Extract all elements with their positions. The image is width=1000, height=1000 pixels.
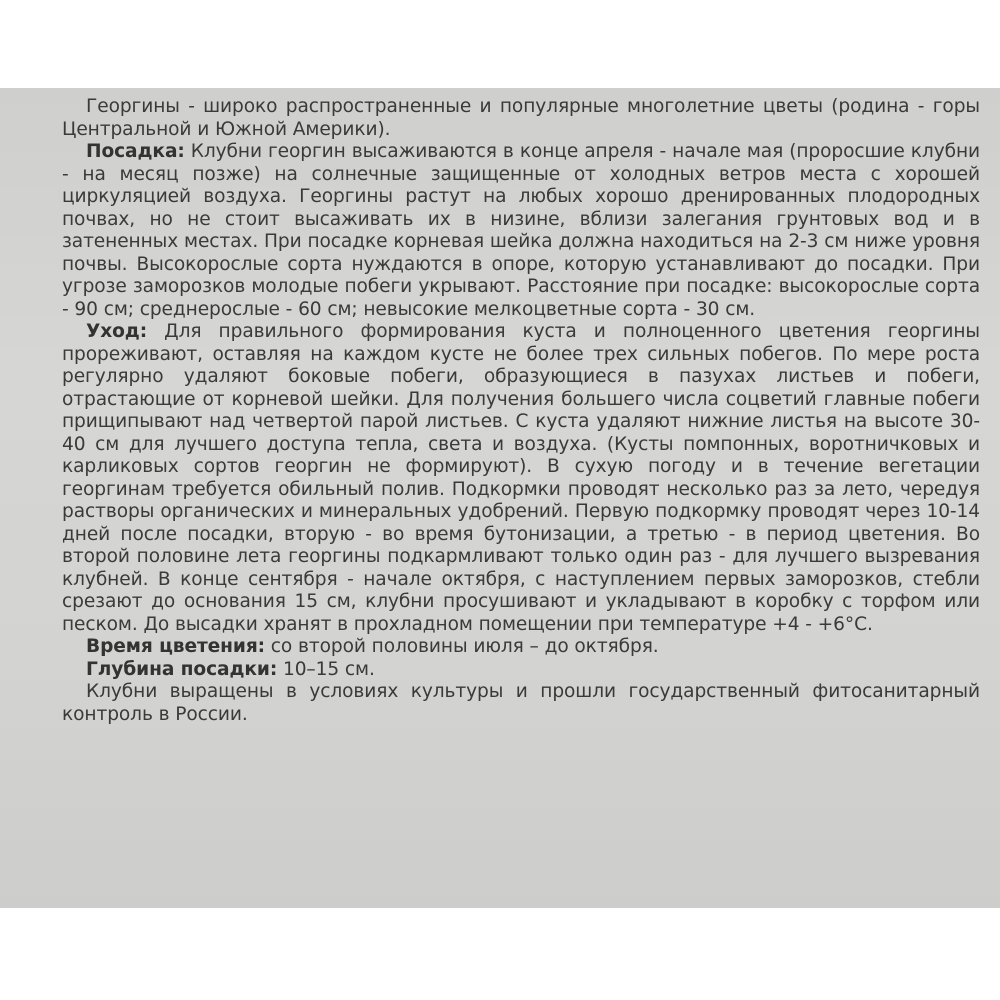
label-text [62, 96, 980, 726]
bloom-text: со второй половины июля – до октября. [265, 636, 659, 657]
intro-text: Георгины - широко распространенные и популярные многолетние цветы (родина - горы Центральной и Южной Америки). [62, 96, 980, 140]
planting-text: Клубни георгин высаживаются в конце апреля - начале мая (проросшие клубни - на месяц позже) на солнечные защищенные от холодных ветров места с хорошей циркуляцией воздуха. Георгины растут на любых хорошо дренированных плодородных почвах, но не стоит высаживать их в низине, вблизи залегания грунтовых вод и в затененных местах. При посадке корневая шейка должна находиться на 2-3 см ниже уровня почвы. Высокорослые сорта нуждаются в опоре, которую устанавливают до посадки. При угрозе заморозков молодые побеги укрывают. Расстояние при посадке: высокорослые сорта - 90 см; среднерослые - 60 см; невысокие мелкоцветные сорта - 30 см. [62, 141, 980, 320]
depth-paragraph [62, 659, 980, 682]
care-heading: Уход: [86, 321, 148, 342]
intro-paragraph [62, 96, 980, 141]
bloom-paragraph [62, 636, 980, 659]
depth-text: 10–15 см. [277, 658, 375, 680]
planting-heading: Посадка: [86, 141, 185, 162]
certification-paragraph [62, 681, 980, 726]
certification-text: Клубни выращены в условиях культуры и прошли государственный фитосанитарный контроль в России. [62, 681, 980, 725]
care-text: Для правильного формирования куста и полноценного цветения георгины прореживают, оставляя на каждом кусте не более трех сильных побегов. По мере роста регулярно удаляют боковые побеги, образующиеся в пазухах листьев и побеги, отрастающие от корневой шейки. Для получения большего числа соцветий главные побеги прищипывают над четвертой парой листьев. С куста удаляют нижние листья на высоте 30-40 см для лучшего доступа тепла, света и воздуха. (Кусты помпонных, воротничковых и карликовых сортов георгин не формируют). В сухую погоду и в течение вегетации георгинам требуется обильный полив. Подкормки проводят несколько раз за лето, чередуя растворы органических и минеральных удобрений. Первую подкормку проводят через 10-14 дней после посадки, вторую - во время бутонизации, а третью - в период цветения. Во второй половине лета георгины подкармливают только один раз - для лучшего вызревания клубней. В конце сентября - начале октября, с наступлением первых заморозков, стебли срезают до основания 15 см, клубни просушивают и укладывают в коробку с торфом или песком. До высадки хранят в прохладном помещении при температуре +4 - +6°С. [62, 321, 980, 635]
bloom-heading: Время цветения: [86, 636, 265, 657]
depth-heading: Глубина посадки: [86, 658, 278, 680]
care-paragraph [62, 321, 980, 636]
planting-paragraph [62, 141, 980, 321]
